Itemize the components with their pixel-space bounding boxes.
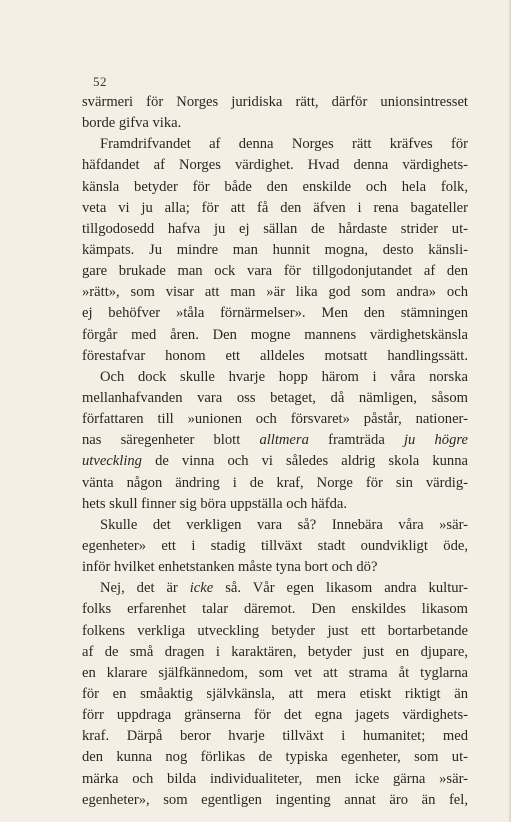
text-line: förestafvar honom ett alldeles motsatt handlingssätt. bbox=[82, 347, 468, 364]
text-line-mixed bbox=[82, 430, 468, 451]
text-line: Skulle det verkligen vara så? Innebära våra »sär- bbox=[100, 516, 468, 533]
text-line: tillgodosedd hafva ju ej sällan de hårdaste strider ut- bbox=[82, 220, 468, 237]
page-number: 52 bbox=[93, 74, 107, 89]
text-line: borde gifva vika. bbox=[82, 115, 182, 132]
text-line: mellanhafvanden vara oss betaget, då nämligen, såsom bbox=[82, 389, 468, 406]
text-run: de vinna och vi således aldrig skola kunna bbox=[155, 453, 468, 470]
text-line: förgår med åren. Den mogne mannens värdighetskänsla bbox=[82, 326, 468, 343]
italic-emphasis: alltmera bbox=[259, 432, 309, 449]
text-line: märka och bilda individualiteter, men icke gärna »sär- bbox=[82, 770, 468, 787]
text-run: framträda bbox=[328, 432, 385, 449]
text-line: Framdrifvandet af denna Norges rätt kräfves för bbox=[100, 136, 468, 153]
text-line: veta vi ju alla; för att få den äfven i rena bagateller bbox=[82, 199, 468, 216]
text-line: känsla betyder för både den enskilde och hela folk, bbox=[82, 178, 468, 195]
text-line: förr uppdraga gränserna för det egna jagets värdighets- bbox=[82, 707, 468, 724]
text-line: författaren till »unionen och försvaret» påstår, nationer- bbox=[82, 411, 468, 428]
text-line: den kunna nog förlikas de typiska egenheter, som ut- bbox=[82, 749, 468, 766]
text-line: Och dock skulle hvarje hopp härom i våra norska bbox=[100, 368, 468, 385]
text-line: för en småaktig självkänsla, att mera etiskt riktigt än bbox=[82, 685, 468, 702]
text-line: gare brukade man ock vara för tillgodonjutandet af den bbox=[82, 263, 468, 280]
text-line: häfdandet af Norges värdighet. Hvad denna värdighets- bbox=[82, 157, 468, 174]
text-line: kämpats. Ju mindre man hunnit mogna, desto känsli- bbox=[82, 241, 468, 258]
text-line: en klarare själfkännedom, som vet att strama åt tyglarna bbox=[82, 664, 468, 681]
text-run: nas säregenheter blott bbox=[82, 432, 241, 449]
text-line: egenheter», som egentligen ingenting annat äro än fel, bbox=[82, 791, 468, 808]
text-line: folks erfarenhet talar däremot. Den enskildes likasom bbox=[82, 601, 468, 618]
italic-emphasis: icke bbox=[189, 580, 214, 597]
text-line: ej behöfver »tåla förnärmelser». Men den stämningen bbox=[82, 305, 468, 322]
body-text bbox=[82, 92, 468, 811]
italic-emphasis: ju högre bbox=[403, 432, 468, 449]
text-line: inför hvilket enhetstanken måste tyna bort och dö? bbox=[82, 559, 378, 576]
text-line: vänta någon ändring i de kraf, Norge för sin värdig- bbox=[82, 474, 468, 491]
text-run: Nej, det är bbox=[100, 580, 178, 597]
text-line: folkens verkliga utveckling betyder just ett bortarbetande bbox=[82, 622, 468, 639]
italic-emphasis: utveckling bbox=[82, 453, 142, 470]
text-line: af de små dragen i karaktären, betyder just en djupare, bbox=[82, 643, 468, 660]
text-line: egenheter» ett i stadig tillväxt stadt oundvikligt öde, bbox=[82, 537, 468, 554]
text-line-mixed bbox=[82, 451, 468, 472]
text-run: så. Vår egen likasom andra kultur- bbox=[225, 580, 468, 597]
text-line: kraf. Därpå beror hvarje tillväxt i humanitet; med bbox=[82, 728, 468, 745]
text-line: hets skull finner sig böra uppställa och häfda. bbox=[82, 495, 348, 512]
text-line: »rätt», som visar att man »är lika god som andra» och bbox=[82, 284, 468, 301]
text-line-mixed bbox=[82, 578, 468, 599]
text-line: svärmeri för Norges juridiska rätt, därför unionsintresset bbox=[82, 94, 468, 110]
